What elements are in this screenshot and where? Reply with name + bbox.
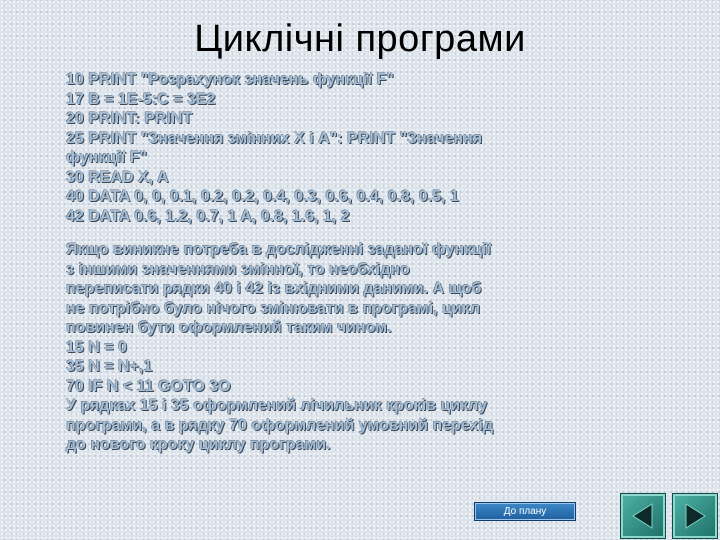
next-slide-button[interactable]: [672, 493, 718, 539]
explanation-line: повинен бути оформлений таким чином.: [66, 319, 392, 336]
explanation-line: до нового кроку циклу програми.: [66, 436, 331, 453]
code-line: 10 PRINT "Розрахунок значень функції F": [66, 71, 394, 88]
explanation-line: У рядках 15 і 35 оформлений лічильник кроків циклу: [66, 397, 488, 414]
triangle-left-icon: [621, 494, 665, 538]
code-line: 25 PRINT "Значення змінних X і A": PRINT "Значення: [66, 129, 483, 147]
explanation-line: 35 N = N+,1: [66, 358, 153, 375]
triangle-right-icon: [673, 494, 717, 538]
explanation-line: 70 IF N < 11 GOTO 3O: [66, 377, 231, 395]
explanation-line: 15 N = 0: [66, 338, 127, 356]
explanation-line: Якщо виникне потреба в дослідженні заданої функції: [66, 241, 491, 258]
to-plan-button[interactable]: До плану: [474, 502, 576, 521]
slide-content: [66, 70, 646, 455]
explanation-line: переписати рядки 40 і 42 із вхідними даними. А щоб: [66, 280, 482, 297]
code-line: 20 PRINT: PRINT: [66, 110, 193, 127]
code-line: 40 DATA 0, 0, 0.1, 0.2, 0.2, 0.4, 0.3, 0.6, 0.4, 0.8, 0.5, 1: [66, 188, 459, 205]
explanation-line: програми, а в рядку 70 оформлений умовний перехід: [66, 416, 493, 434]
explanation-line: не потрібно було нічого змінювати в програмі, цикл: [66, 299, 481, 317]
code-line: функції F": [66, 149, 147, 166]
code-line: 17 B = 1E-5:C = 3E2: [66, 90, 216, 108]
code-line: 42 DATA 0.6, 1.2, 0.7, 1 A, 0.8, 1.6, 1, 2: [66, 207, 350, 225]
explanation-line: з іншими значеннями змінної, то необхідно: [66, 260, 410, 278]
slide-title: Циклічні програми: [194, 18, 526, 60]
code-line: 30 READ X, A: [66, 168, 169, 186]
previous-slide-button[interactable]: [620, 493, 666, 539]
paragraph-gap: [66, 226, 646, 240]
